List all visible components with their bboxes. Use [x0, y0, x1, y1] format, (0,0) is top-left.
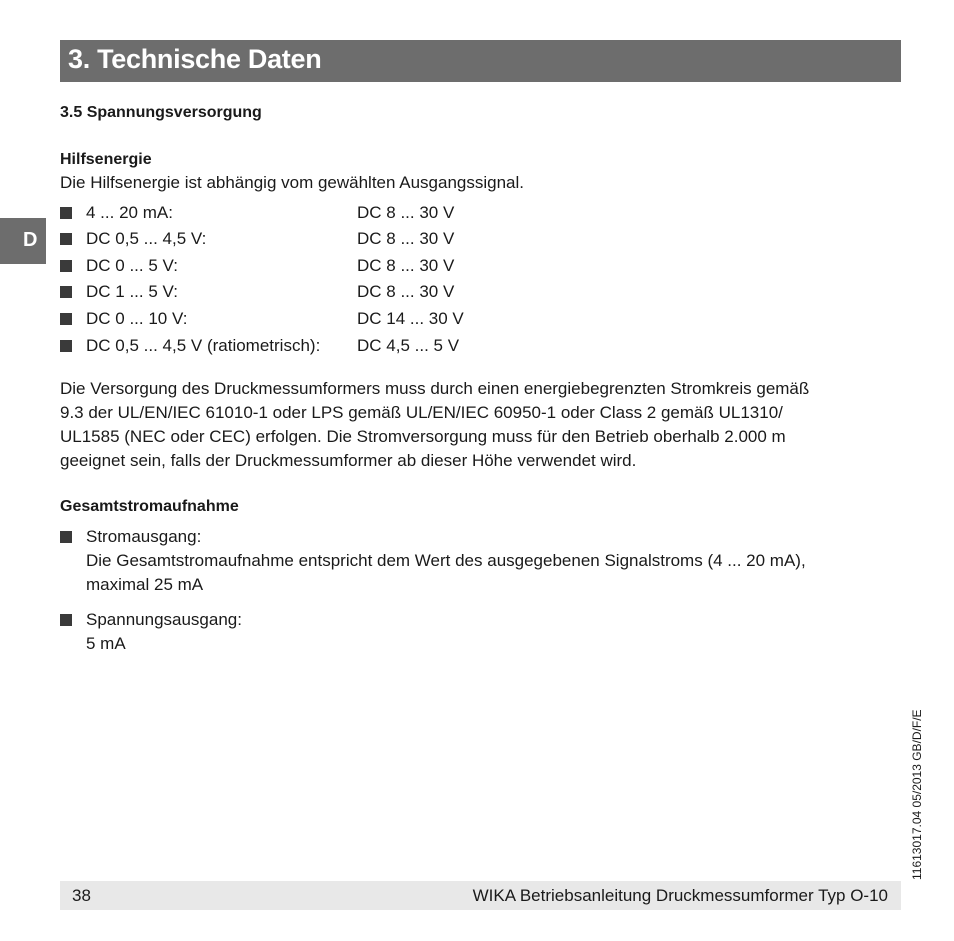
- spec-signal: DC 0 ... 5 V:: [86, 256, 178, 275]
- current-output-max: maximal 25 mA: [86, 575, 204, 594]
- spec-supply: DC 14 ... 30 V: [357, 309, 464, 328]
- current-output-item: [60, 525, 901, 597]
- spec-signal: DC 0,5 ... 4,5 V (ratiometrisch):: [86, 336, 321, 355]
- spec-signal: 4 ... 20 mA:: [86, 203, 173, 222]
- voltage-output-item: [60, 608, 901, 656]
- auxiliary-power-heading: Hilfsenergie: [60, 151, 152, 168]
- spec-supply: DC 8 ... 30 V: [357, 203, 455, 222]
- spec-signal: DC 0,5 ... 4,5 V:: [86, 229, 207, 248]
- bullet-square-icon: [60, 531, 72, 543]
- paragraph-line: geeignet sein, falls der Druckmessumformer ab dieser Höhe verwendet wird.: [60, 451, 637, 470]
- voltage-output-value: 5 mA: [86, 634, 126, 653]
- paragraph-line: 9.3 der UL/EN/IEC 61010-1 oder LPS gemäß UL/EN/IEC 60950-1 oder Class 2 gemäß UL1310/: [60, 403, 783, 422]
- spec-signal: DC 0 ... 10 V:: [86, 309, 188, 328]
- bullet-square-icon: [60, 286, 72, 298]
- spec-row: [60, 227, 560, 251]
- current-output-description: Die Gesamtstromaufnahme entspricht dem Wert des ausgegebenen Signalstroms (4 ... 20 mA),: [86, 551, 806, 570]
- spec-row: [60, 307, 560, 331]
- bullet-square-icon: [60, 614, 72, 626]
- voltage-output-label: Spannungsausgang:: [86, 610, 242, 629]
- total-current-heading: Gesamtstromaufnahme: [60, 498, 239, 515]
- spec-supply: DC 8 ... 30 V: [357, 282, 455, 301]
- spec-row: [60, 280, 560, 304]
- bullet-square-icon: [60, 313, 72, 325]
- spec-row: [60, 334, 560, 358]
- language-tab: [0, 218, 46, 264]
- paragraph-line: Die Versorgung des Druckmessumformers muss durch einen energiebegrenzten Stromkreis gemäß: [60, 379, 810, 398]
- bullet-square-icon: [60, 340, 72, 352]
- chapter-title: 3. Technische Daten: [68, 44, 322, 74]
- section-heading: 3.5 Spannungsversorgung: [60, 104, 262, 121]
- bullet-square-icon: [60, 207, 72, 219]
- footer-title: WIKA Betriebsanleitung Druckmessumformer Typ O-10: [472, 886, 888, 905]
- spec-supply: DC 8 ... 30 V: [357, 229, 455, 248]
- spec-supply: DC 4,5 ... 5 V: [357, 336, 460, 355]
- spec-row: [60, 254, 560, 278]
- current-output-label: Stromausgang:: [86, 527, 202, 546]
- supply-requirement-paragraph: [60, 377, 901, 473]
- auxiliary-power-intro: Die Hilfsenergie ist abhängig vom gewählten Ausgangssignal.: [60, 173, 525, 192]
- spec-signal: DC 1 ... 5 V:: [86, 282, 178, 301]
- document-id: 11613017.04 05/2013 GB/D/F/E: [910, 709, 924, 880]
- language-tab-label: D: [23, 229, 38, 251]
- chapter-header-bar: [60, 40, 901, 82]
- spec-row: [60, 201, 560, 225]
- bullet-square-icon: [60, 233, 72, 245]
- footer-bar: [60, 881, 901, 910]
- spec-supply: DC 8 ... 30 V: [357, 256, 455, 275]
- page-number: 38: [72, 886, 91, 905]
- paragraph-line: UL1585 (NEC oder CEC) erfolgen. Die Stromversorgung muss für den Betrieb oberhalb 2.000 m: [60, 427, 786, 446]
- bullet-square-icon: [60, 260, 72, 272]
